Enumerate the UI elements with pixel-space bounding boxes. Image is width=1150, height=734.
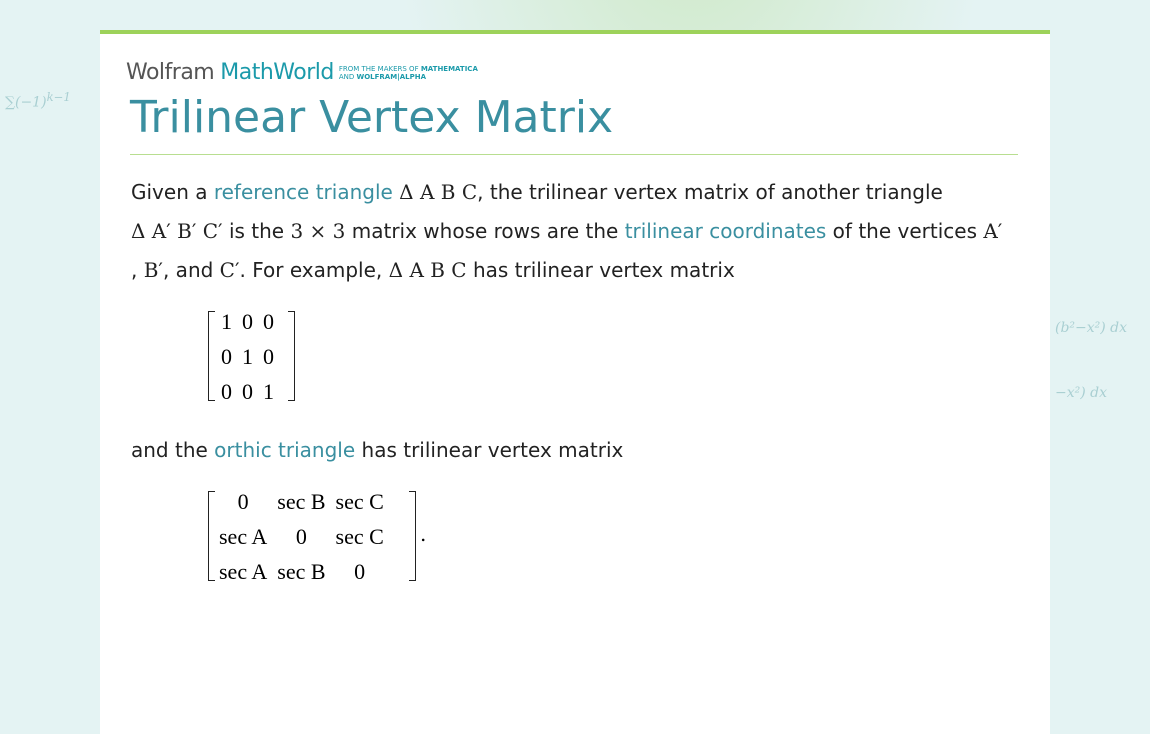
logo-brand: Wolfram bbox=[126, 60, 214, 85]
link-reference-triangle[interactable]: reference triangle bbox=[214, 180, 393, 204]
period: . bbox=[420, 522, 426, 546]
mathworld-logo[interactable] bbox=[126, 60, 478, 85]
bracket-right bbox=[409, 491, 416, 581]
logo-product: MathWorld bbox=[220, 60, 334, 85]
background-formula: −x²) dx bbox=[1055, 385, 1107, 401]
background-formula: (b²−x²) dx bbox=[1055, 320, 1127, 336]
article-card bbox=[100, 30, 1050, 734]
bracket-right bbox=[288, 311, 295, 401]
link-orthic-triangle[interactable]: orthic triangle bbox=[214, 438, 355, 462]
bracket-left bbox=[208, 311, 215, 401]
orthic-matrix: 0 sec B sec C sec A 0 sec C sec A sec B 0 bbox=[214, 484, 389, 589]
page-title: Trilinear Vertex Matrix bbox=[130, 92, 613, 143]
logo-tagline: FROM THE MAKERS OF MATHEMATICA AND WOLFRAM|ALPHA bbox=[339, 65, 478, 81]
paragraph-intro: Given a reference triangle Δ A B C, the trilinear vertex matrix of another triangle Δ A′ B′ C′ is the 3 × 3 matrix whose rows are the trilinear coordinates of the vertices A′ , B′, and C′. For example, Δ A B C has trilinear vertex matrix bbox=[131, 173, 1021, 290]
background-formula: $\sum(-1)^{k-1}$ bbox=[5, 90, 71, 111]
paragraph-orthic: and the orthic triangle has trilinear vertex matrix bbox=[131, 431, 1021, 470]
identity-matrix: 1 0 0 0 1 0 0 0 1 bbox=[216, 304, 279, 409]
link-trilinear-coordinates[interactable]: trilinear coordinates bbox=[625, 219, 827, 243]
divider bbox=[130, 154, 1018, 155]
